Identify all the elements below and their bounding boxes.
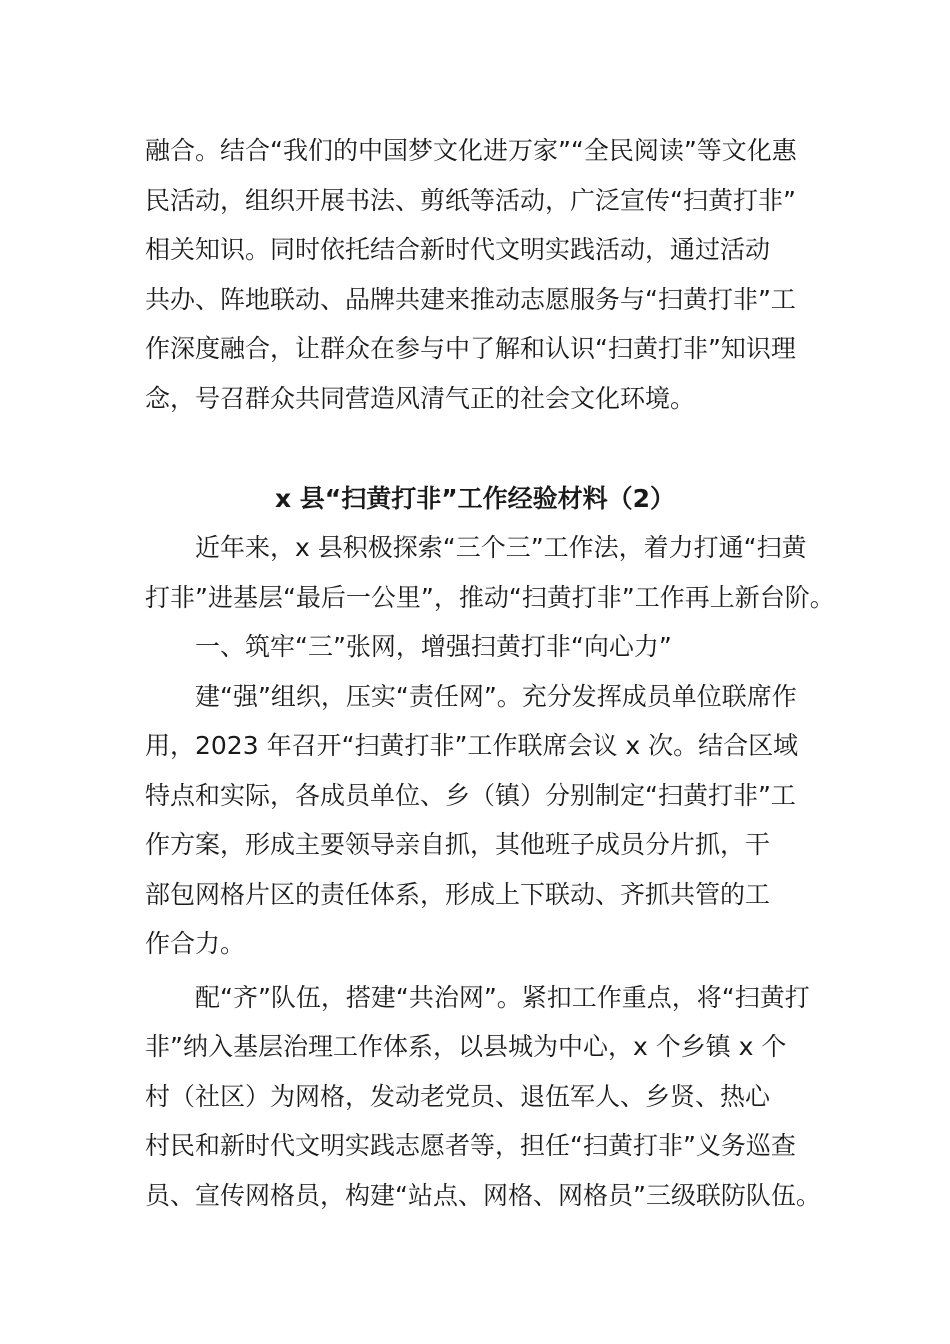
text-line: 员、宣传网格员，构建“站点、网格、网格员”三级联防队伍。: [145, 1180, 821, 1210]
text-line: 民活动，组织开展书法、剪纸等活动，广泛宣传“扫黄打非”: [145, 185, 796, 215]
text-line: 融合。结合“我们的中国梦文化进万家”“全民阅读”等文化惠: [145, 136, 797, 165]
text-line: 作方案，形成主要领导亲自抓，其他班子成员分片抓，干: [145, 830, 771, 859]
text-line: 配“齐”队伍，搭建“共治网”。紧扣工作重点，将“扫黄打: [145, 982, 810, 1012]
text-line: 特点和实际，各成员单位、乡（镇）分别制定“扫黄打非”工: [145, 780, 796, 810]
text-line: 作合力。: [145, 929, 246, 958]
section-title: x 县“扫黄打非”工作经验材料（2）: [274, 484, 676, 513]
intro-paragraph: [145, 126, 825, 423]
text-line: 非”纳入基层治理工作体系，以县城为中心，x 个乡镇 x 个: [145, 1032, 787, 1061]
organize-paragraph: [145, 672, 825, 969]
heading-1: 一、筑牢“三”张网，增强扫黄打非“向心力”: [145, 632, 672, 661]
text-line: 村民和新时代文明实践志愿者等，担任“扫黄打非”义务巡查: [145, 1131, 796, 1160]
text-line: 念，号召群众共同营造风清气正的社会文化环境。: [145, 383, 696, 413]
text-line: 村（社区）为网格，发动老党员、退伍军人、乡贤、热心: [145, 1081, 771, 1111]
text-line: 作深度融合，让群众在参与中了解和认识“扫黄打非”知识理: [145, 334, 796, 363]
text-line: 建“强”组织，压实“责任网”。充分发挥成员单位联席作: [145, 681, 797, 711]
team-paragraph: [145, 973, 825, 1221]
text-line: 部包网格片区的责任体系，形成上下联动、齐抓共管的工: [145, 879, 771, 909]
text-line: 近年来，x 县积极探索“三个三”工作法，着力打通“扫黄: [145, 533, 807, 562]
text-line: 用，2023 年召开“扫黄打非”工作联席会议 x 次。结合区域: [145, 731, 799, 760]
text-line: 打非”进基层“最后一公里”，推动“扫黄打非”工作再上新台阶。: [145, 582, 835, 612]
section-body: [145, 523, 835, 1220]
lead-paragraph: [145, 523, 835, 622]
text-line: 相关知识。同时依托结合新时代文明实践活动，通过活动: [145, 235, 771, 264]
text-line: 共办、阵地联动、品牌共建来推动志愿服务与“扫黄打非”工: [145, 284, 796, 314]
